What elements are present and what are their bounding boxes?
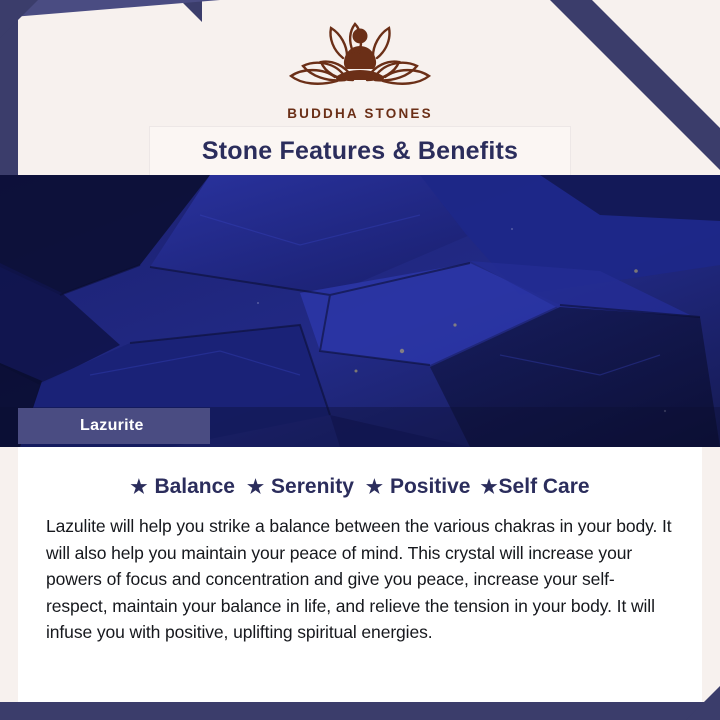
stone-name: Lazurite <box>80 417 144 434</box>
bottom-right-corner-wedge <box>686 686 720 720</box>
stone-description-text: Lazulite will help you strike a balance between the various chakras in your body. It will also help you maintain your peace of mind. This crystal will increase your powers of focus and concentration and give you peace, increase your self-respect, maintain your balance in life, and relieve the tension in your body. It will infuse you with positive, uplifting spiritual energies. <box>46 516 672 643</box>
keyword-label: Serenity <box>271 475 354 498</box>
stone-name-tag <box>18 408 210 444</box>
star-icon: ★ <box>365 476 383 498</box>
bottom-accent-bar <box>0 702 720 720</box>
stone-photo <box>0 175 720 447</box>
keyword-label: Self Care <box>498 475 590 498</box>
keyword-item <box>235 475 354 499</box>
page-title: Stone Features & Benefits <box>201 136 519 165</box>
lotus-meditation-icon <box>285 18 435 100</box>
brand-logo <box>0 18 720 121</box>
keyword-item <box>354 475 471 499</box>
page-title-bar <box>150 127 570 175</box>
star-icon: ★ <box>130 476 148 498</box>
keyword-list <box>46 475 674 499</box>
star-icon: ★ <box>246 476 265 498</box>
keyword-label: Positive <box>389 475 471 498</box>
keyword-item <box>471 475 590 499</box>
keyword-label: Balance <box>154 475 235 498</box>
brand-name: BUDDHA STONES <box>287 106 433 121</box>
star-icon: ★ <box>480 476 498 498</box>
stone-description-panel <box>18 447 702 702</box>
keyword-item <box>130 475 235 499</box>
